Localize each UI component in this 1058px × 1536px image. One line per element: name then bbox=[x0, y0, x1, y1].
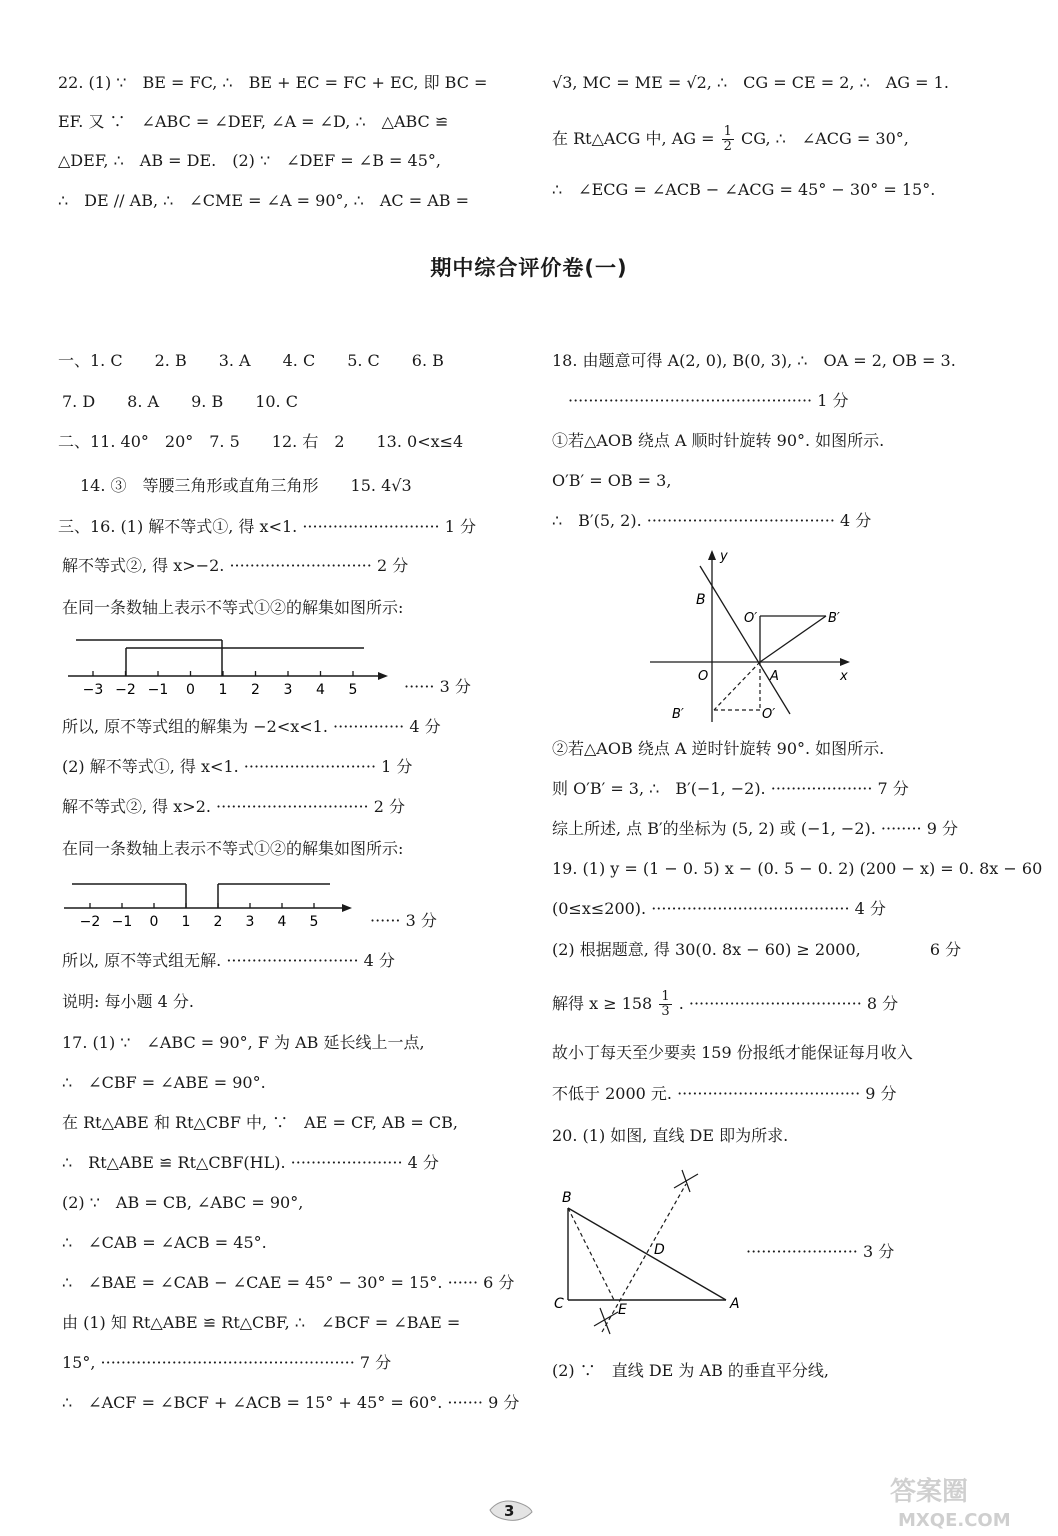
fraction-numerator: 1 bbox=[723, 124, 732, 139]
text-line: ∴ DE // AB, ∴ ∠CME = ∠A = 90°, ∴ AC = AB = bbox=[58, 191, 470, 210]
fraction-denominator: 2 bbox=[723, 139, 732, 154]
point-label: A bbox=[770, 669, 779, 684]
text-line: √3, MC = ME = √2, ∴ CG = CE = 2, ∴ AG = 1. bbox=[552, 73, 949, 92]
text-line: 19. (1) y = (1 − 0. 5) x − (0. 5 − 0. 2) (200 − x) = 0. 8x − 60 bbox=[552, 859, 1043, 878]
text-line: EF. 又 ∵ ∠ABC = ∠DEF, ∠A = ∠D, ∴ △ABC ≌ bbox=[58, 112, 449, 131]
text-line: 15°, ·················································· 7 分 bbox=[62, 1353, 392, 1372]
point-label: D bbox=[654, 1242, 665, 1258]
tick-label: −1 bbox=[147, 682, 169, 698]
text-line: △DEF, ∴ AB = DE. (2) ∵ ∠DEF = ∠B = 45°, bbox=[58, 151, 441, 170]
tick-label: 3 bbox=[245, 914, 255, 930]
text-line bbox=[552, 125, 909, 154]
fraction-numerator: 1 bbox=[661, 989, 670, 1004]
tick-label: 2 bbox=[251, 682, 260, 698]
tick-label: 4 bbox=[316, 682, 325, 698]
tick-label: 4 bbox=[277, 914, 287, 930]
text-line: 22. (1) ∵ BE = FC, ∴ BE + EC = FC + EC, 即 BC = bbox=[58, 73, 488, 92]
point-label: O′ bbox=[744, 611, 758, 626]
text-line: 综上所述, 点 B′的坐标为 (5, 2) 或 (−1, −2). ········ 9 分 bbox=[552, 819, 958, 838]
tick-label: −3 bbox=[82, 682, 104, 698]
text-line: ②若△AOB 绕点 A 逆时针旋转 90°. 如图所示. bbox=[552, 739, 885, 758]
arc-mark-icon bbox=[674, 1170, 698, 1192]
point-label: B bbox=[562, 1190, 572, 1206]
text-line: 所以, 原不等式组无解. ·························· 4 分 bbox=[62, 951, 395, 970]
text-line: 在同一条数轴上表示不等式①②的解集如图所示: bbox=[62, 839, 404, 858]
text-line: ①若△AOB 绕点 A 顺时针旋转 90°. 如图所示. bbox=[552, 431, 885, 450]
svg-text:MXQE.COM: MXQE.COM bbox=[898, 1510, 1011, 1531]
text-line: ∴ ∠ECG = ∠ACB − ∠ACG = 45° − 30° = 15°. bbox=[552, 180, 936, 199]
tick-label: 0 bbox=[149, 914, 159, 930]
arrow-icon bbox=[378, 672, 388, 680]
tick-label: −2 bbox=[115, 682, 136, 698]
text-line: ∴ B′(5, 2). ····································· 4 分 bbox=[552, 511, 872, 530]
point-label: C bbox=[554, 1296, 564, 1312]
watermark-logo bbox=[880, 1472, 1050, 1532]
text-line: 所以, 原不等式组的解集为 −2<x<1. ·············· 4 分 bbox=[62, 717, 441, 736]
number-line-2 bbox=[58, 874, 368, 934]
section-title: 期中综合评价卷(一) bbox=[430, 256, 628, 280]
text-line: ················································ 1 分 bbox=[568, 391, 849, 410]
tick-label: −1 bbox=[111, 914, 133, 930]
arrow-icon bbox=[342, 904, 352, 912]
point-label: O bbox=[698, 669, 709, 684]
text-line: ∴ ∠CBF = ∠ABE = 90°. bbox=[62, 1073, 266, 1092]
text-fragment: CG, ∴ ∠ACG = 30°, bbox=[741, 129, 909, 148]
text-fragment: 在 Rt△ACG 中, AG = bbox=[552, 129, 715, 148]
text-line: 17. (1) ∵ ∠ABC = 90°, F 为 AB 延长线上一点, bbox=[62, 1033, 425, 1052]
axis-label-x: x bbox=[840, 669, 848, 684]
text-line: 14. ③ 等腰三角形或直角三角形 15. 4√3 bbox=[80, 476, 412, 495]
point-label: B′ bbox=[828, 611, 840, 626]
tick-label: 5 bbox=[309, 914, 319, 930]
page-number-badge bbox=[486, 1496, 534, 1524]
text-line bbox=[552, 990, 898, 1019]
tick-label: 5 bbox=[348, 682, 358, 698]
fraction bbox=[722, 125, 734, 154]
score-label: ······················ 3 分 bbox=[746, 1242, 895, 1261]
text-line: 一、1. C 2. B 3. A 4. C 5. C 6. B bbox=[58, 351, 444, 370]
text-line: 18. 由题意可得 A(2, 0), B(0, 3), ∴ OA = 2, OB = 3. bbox=[552, 351, 956, 370]
tick-label: −2 bbox=[79, 914, 101, 930]
fraction-denominator: 3 bbox=[661, 1004, 670, 1019]
perpendicular-bisector bbox=[602, 1184, 686, 1332]
tick-label: 3 bbox=[283, 682, 293, 698]
text-fragment: 解得 x ≥ 158 bbox=[552, 994, 653, 1013]
text-line: 在同一条数轴上表示不等式①②的解集如图所示: bbox=[62, 598, 404, 617]
number-line-1 bbox=[58, 630, 398, 700]
point-label: B′ bbox=[672, 707, 684, 722]
text-line: 二、11. 40° 20° 7. 5 12. 右 2 13. 0<x≤4 bbox=[58, 432, 464, 451]
text-line: ∴ ∠CAB = ∠ACB = 45°. bbox=[62, 1233, 267, 1252]
text-line: (2) ∵ AB = CB, ∠ABC = 90°, bbox=[62, 1193, 304, 1212]
page-number: 3 bbox=[504, 1502, 515, 1520]
tick-label: 0 bbox=[186, 682, 195, 698]
text-line: (2) 根据题意, 得 30(0. 8x − 60) ≥ 2000, 6 分 bbox=[552, 940, 962, 959]
side-ab bbox=[568, 1208, 726, 1300]
axis-label-y: y bbox=[720, 549, 728, 564]
text-line: 说明: 每小题 4 分. bbox=[62, 992, 194, 1011]
score-label: ······ 3 分 bbox=[404, 677, 471, 696]
text-fragment: . ·································· 8 分 bbox=[678, 994, 899, 1013]
triangle-figure bbox=[552, 1166, 752, 1346]
point-label: E bbox=[618, 1302, 627, 1318]
text-line: 则 O′B′ = 3, ∴ B′(−1, −2). ···················· 7 分 bbox=[552, 779, 909, 798]
score-label: ······ 3 分 bbox=[370, 911, 437, 930]
text-line: ∴ ∠ACF = ∠BCF + ∠ACB = 15° + 45° = 60°. ······· 9 分 bbox=[62, 1393, 520, 1412]
arrow-icon bbox=[708, 550, 716, 560]
fraction bbox=[659, 990, 671, 1019]
text-line: ∴ Rt△ABE ≌ Rt△CBF(HL). ······················ 4 分 bbox=[62, 1153, 439, 1172]
point-label: A bbox=[730, 1296, 740, 1312]
text-line: (2) 解不等式①, 得 x<1. ·························· 1 分 bbox=[62, 757, 413, 776]
arrow-icon bbox=[840, 658, 850, 666]
text-line: 不低于 2000 元. ···································· 9 分 bbox=[552, 1084, 897, 1103]
svg-text:答案圈: 答案圈 bbox=[890, 1477, 969, 1507]
dashed-segment bbox=[714, 662, 760, 710]
text-line: 20. (1) 如图, 直线 DE 即为所求. bbox=[552, 1126, 789, 1145]
text-line: 故小丁每天至少要卖 159 份报纸才能保证每月收入 bbox=[552, 1043, 913, 1062]
segment-b1a bbox=[760, 616, 826, 662]
coordinate-figure bbox=[640, 546, 860, 726]
point-label: O′ bbox=[762, 707, 776, 722]
text-line: 三、16. (1) 解不等式①, 得 x<1. ··························· 1 分 bbox=[58, 517, 476, 536]
text-line: (2) ∵ 直线 DE 为 AB 的垂直平分线, bbox=[552, 1361, 830, 1380]
tick-label: 1 bbox=[218, 682, 228, 698]
text-line: 7. D 8. A 9. B 10. C bbox=[62, 392, 298, 411]
text-line: 解不等式②, 得 x>−2. ···························· 2 分 bbox=[62, 556, 409, 575]
arc-mark-icon bbox=[594, 1308, 618, 1334]
text-line: (0≤x≤200). ······································· 4 分 bbox=[552, 899, 886, 918]
text-line: 由 (1) 知 Rt△ABE ≌ Rt△CBF, ∴ ∠BCF = ∠BAE = bbox=[62, 1313, 461, 1332]
text-line: ∴ ∠BAE = ∠CAB − ∠CAE = 45° − 30° = 15°. ······ 6 分 bbox=[62, 1273, 515, 1292]
line-ab bbox=[700, 566, 790, 714]
text-line: 解不等式②, 得 x>2. ······························ 2 分 bbox=[62, 797, 405, 816]
text-line: 在 Rt△ABE 和 Rt△CBF 中, ∵ AE = CF, AB = CB, bbox=[62, 1113, 458, 1132]
point-label: B bbox=[696, 592, 706, 608]
tick-label: 1 bbox=[181, 914, 191, 930]
tick-label: 2 bbox=[213, 914, 223, 930]
text-line: O′B′ = OB = 3, bbox=[552, 471, 672, 490]
